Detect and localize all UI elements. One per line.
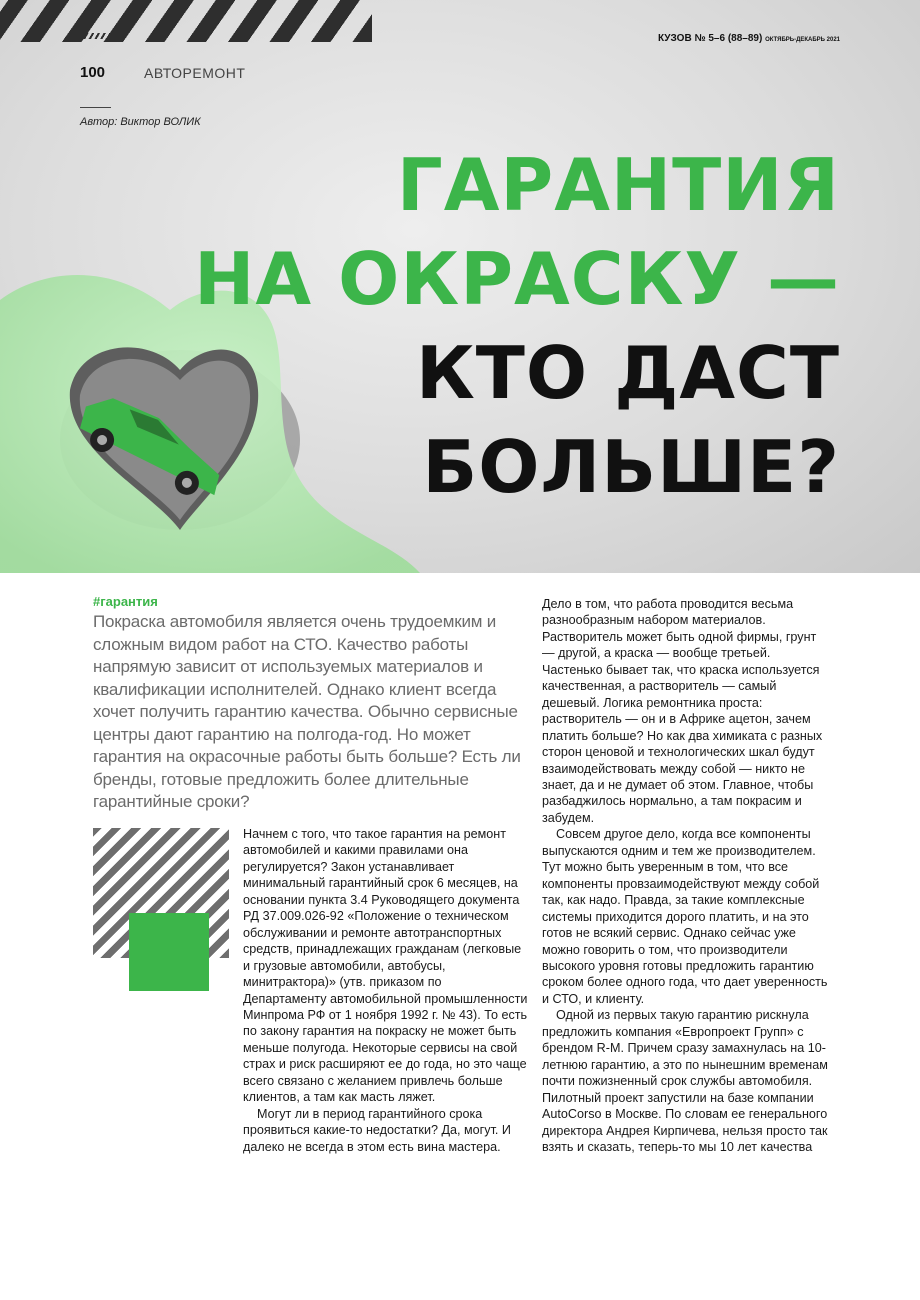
text-column-2 bbox=[542, 596, 829, 1155]
decorative-small-stripes bbox=[80, 33, 114, 39]
article-lead: Покраска автомобиля является очень трудоемким и сложным видом работ на СТО. Качество работы напрямую зависит от используемых материалов и квалификации исполнителей. Однако клиент всегда хочет получить гарантию качества. Обычно сервисные центры дают гарантию на полгода-год. Но может гарантия на окрасочные работы быть больше? Есть ли бренды, готовые предложить более длительные гарантийные сроки? bbox=[93, 612, 521, 811]
hero-image bbox=[0, 0, 920, 573]
title-line-3: КТО ДАСТ bbox=[415, 331, 840, 415]
divider bbox=[80, 107, 111, 108]
article-title bbox=[194, 138, 840, 514]
page-number: 100 bbox=[80, 64, 106, 81]
title-line-4: БОЛЬШЕ? bbox=[422, 425, 840, 509]
decorative-stripes bbox=[0, 0, 372, 42]
article-hashtag: #гарантия bbox=[93, 594, 158, 609]
paragraph: Дело в том, что работа проводится весьма разнообразным набором материалов. Растворитель может быть одной фирмы, грунт — другой, а краска — вообще третьей. Частенько бывает так, что краска используется качественная, а растворитель — самый дешевый. Логика ремонтника проста: растворитель — он и в Африке ацетон, зачем платить больше? Но как два химиката с разных сторон ценовой и технологических шкал будут взаимодействовать между собой — никто не знает, да и не думает об этом. Главное, чтобы разбаджилось нормально, а там покрасим и забудем. bbox=[542, 597, 823, 825]
paragraph: Начнем с того, что такое гарантия на ремонт автомобилей и какими правилами она регулируется? Закон устанавливает минимальный гарантийный срок 6 месяцев, на основании пункта 3.4 Руководящего документа РД 37.009.026-92 «Положение о техническом обслуживании и ремонте автотранспортных средств, принадлежащих гражданам (легковые и грузовые автомобили, автобусы, минитракторa)» (утв. приказом по Департаменту автомобильной промышленности Минпрома РФ от 1 ноября 1992 г. № 43). То есть по закону гарантия на покраску не может быть меньше полугода. Некоторые сервисы на свой страх и риск расширяют ее до года, но это чаще всего связано с желанием привлечь больше клиентов, а там как масть ляжет. bbox=[243, 827, 528, 1105]
magazine-date: ОКТЯБРЬ-ДЕКАБРЬ 2021 bbox=[765, 37, 840, 43]
paragraph: Совсем другое дело, когда все компоненты выпускаются одним и тем же производителем. Тут можно быть уверенным в том, что все компоненты провзаимодействуют между собой так, как надо. Правда, за такие комплексные системы приходится дорого платить, и на это готов не всякий сервис. Однако сейчас уже можно говорить о том, что производители высокого уровня готовы предложить гарантию сроком более одного года, что дает уверенность и СТО, и клиенту. bbox=[542, 827, 828, 1006]
title-line-2: НА ОКРАСКУ — bbox=[194, 237, 840, 321]
text-column-1 bbox=[243, 826, 528, 1155]
author-credit: Автор: Виктор ВОЛИК bbox=[80, 116, 201, 128]
magazine-title: КУЗОВ № 5–6 (88–89) bbox=[657, 33, 763, 44]
section-name: АВТОРЕМОНТ bbox=[144, 65, 246, 81]
paragraph: Одной из первых такую гарантию рискнула предложить компания «Европроект Групп» с брендом R-M. Причем сразу замахнулась на 10-летнюю гарантию, а это по нынешним временам почти пожизненный срок службы автомобиля. Пилотный проект запустили на базе компании AutoCorso в Москве. По словам ее генерального директора Андрея Кирпичева, нельзя просто так взять и сказать, теперь-то мы 10 лет качества bbox=[542, 1008, 828, 1154]
title-line-1: ГАРАНТИЯ bbox=[396, 143, 840, 227]
decorative-green-square bbox=[129, 913, 209, 991]
magazine-issue bbox=[658, 33, 840, 44]
paragraph: Могут ли в период гарантийного срока проявиться какие-то недостатки? Да, могут. И далеко не всегда в этом есть вина мастера. bbox=[243, 1106, 511, 1154]
